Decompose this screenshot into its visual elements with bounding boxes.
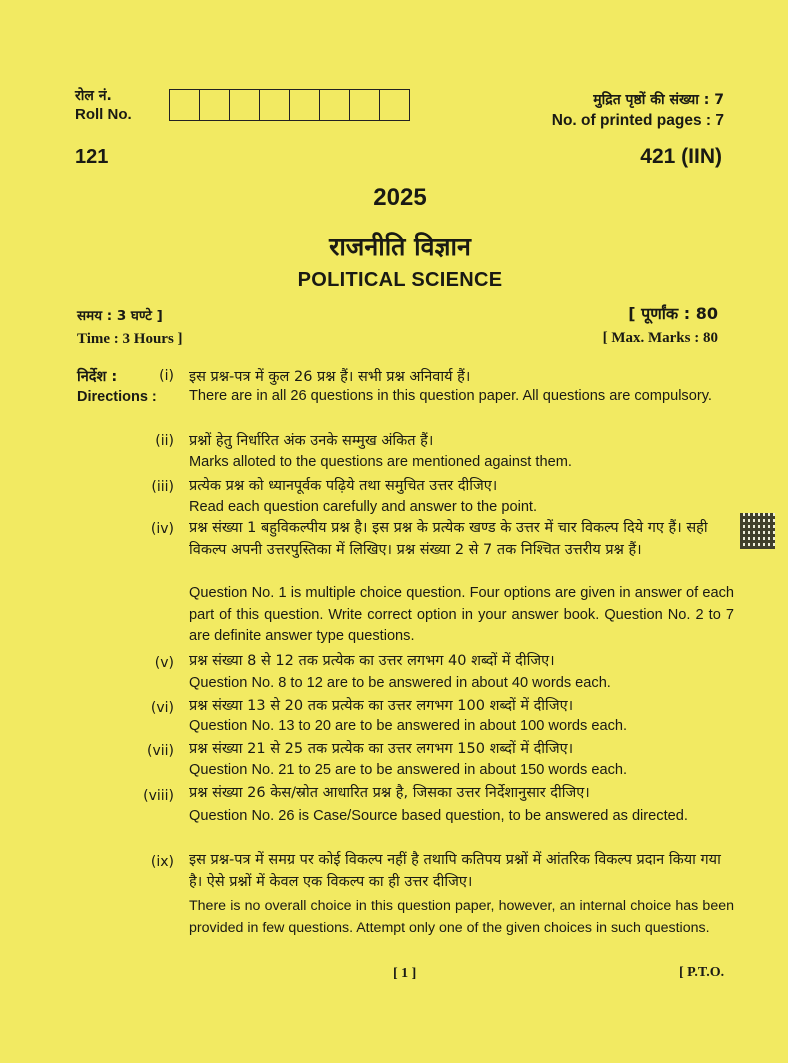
direction-number: (iii): [151, 479, 174, 495]
subject-title-hi: राजनीति विज्ञान: [329, 232, 471, 261]
printed-pages-en: No. of printed pages : 7: [551, 112, 724, 129]
direction-number: (viii): [143, 788, 174, 804]
time-en: Time : 3 Hours ]: [77, 331, 183, 347]
roll-number-boxes[interactable]: [169, 89, 410, 121]
direction-text-en: Question No. 1 is multiple choice question. Four options are given in answer of each part of this question. Write correct option in your answer book. Question No. 2 to 7 are definite answer type questions.: [189, 585, 734, 644]
direction-text-hi: प्रश्न संख्या 21 से 25 तक प्रत्येक का उत्तर लगभग 150 शब्दों में दीजिए।: [189, 741, 574, 757]
direction-number: (vi): [150, 700, 174, 716]
paper-code-left: 121: [75, 146, 109, 168]
roll-number-cell[interactable]: [320, 90, 350, 120]
direction-text-hi: प्रश्न संख्या 8 से 12 तक प्रत्येक का उत्तर लगभग 40 शब्दों में दीजिए।: [189, 653, 555, 669]
max-marks-hi: [ पूर्णांक : 80: [628, 304, 718, 323]
direction-text-en: There is no overall choice in this question paper, however, an internal choice has been provided in few questions. Attempt only one of the given choices in such questions.: [189, 898, 734, 936]
page-number: [ 1 ]: [393, 966, 417, 981]
roll-number-cell[interactable]: [170, 90, 200, 120]
direction-number: (vii): [147, 743, 174, 759]
direction-text-hi: प्रश्न संख्या 13 से 20 तक प्रत्येक का उत्तर लगभग 100 शब्दों में दीजिए।: [189, 698, 574, 714]
exam-year: 2025: [373, 184, 427, 211]
roll-number-cell[interactable]: [380, 90, 409, 120]
direction-text-en: Marks alloted to the questions are mentioned against them.: [189, 454, 572, 470]
direction-number: (ii): [155, 433, 174, 449]
subject-title-en: POLITICAL SCIENCE: [297, 269, 503, 291]
direction-text-en: Question No. 21 to 25 are to be answered in about 150 words each.: [189, 762, 628, 778]
direction-text-en: Question No. 26 is Case/Source based question, to be answered as directed.: [189, 808, 688, 824]
direction-number: (i): [159, 368, 174, 384]
roll-number-cell[interactable]: [260, 90, 290, 120]
directions-label-hi: निर्देश :: [77, 369, 118, 385]
direction-text-en: Question No. 8 to 12 are to be answered in about 40 words each.: [189, 675, 611, 691]
direction-text-en: Read each question carefully and answer to the point.: [189, 499, 538, 515]
roll-number-cell[interactable]: [290, 90, 320, 120]
direction-text-hi: प्रश्न संख्या 1 बहुविकल्पीय प्रश्न है। इस प्रश्न के प्रत्येक खण्ड के उत्तर में चार विकल्प दिये गए हैं। सही विकल्प अपनी उत्तरपुस्तिका में लिखिए। प्रश्न संख्या 2 से 7 तक निश्चित उत्तरीय प्रश्न हैं।: [189, 520, 708, 558]
direction-text-hi: प्रश्नों हेतु निर्धारित अंक उनके सम्मुख अंकित हैं।: [189, 433, 434, 449]
time-hi: समय : 3 घण्टे ]: [77, 308, 163, 324]
pto-label: [ P.T.O.: [679, 965, 725, 980]
max-marks-en: [ Max. Marks : 80: [602, 330, 718, 346]
direction-text-en: Question No. 13 to 20 are to be answered in about 100 words each.: [189, 718, 628, 734]
direction-number: (ix): [150, 854, 174, 870]
roll-label-hi: रोल नं.: [75, 88, 112, 104]
directions-label-en: Directions :: [77, 389, 157, 405]
direction-text-hi: इस प्रश्न-पत्र में कुल 26 प्रश्न हैं। सभी प्रश्न अनिवार्य हैं।: [189, 369, 471, 385]
paper-code-right: 421 (IIN): [640, 145, 722, 168]
roll-number-cell[interactable]: [230, 90, 260, 120]
printed-pages-hi: मुद्रित पृष्ठों की संख्या : 7: [593, 92, 724, 108]
direction-text-hi: प्रश्न संख्या 26 केस/स्रोत आधारित प्रश्न है, जिसका उत्तर निर्देशानुसार दीजिए।: [189, 785, 590, 801]
direction-number: (iv): [150, 521, 174, 537]
roll-number-cell[interactable]: [200, 90, 230, 120]
direction-number: (v): [154, 655, 174, 671]
qr-code-icon: [740, 513, 775, 549]
direction-text-hi: प्रत्येक प्रश्न को ध्यानपूर्वक पढ़िये तथा समुचित उत्तर दीजिए।: [189, 478, 498, 494]
direction-text-en: There are in all 26 questions in this question paper. All questions are compulsory.: [189, 388, 712, 404]
roll-number-cell[interactable]: [350, 90, 380, 120]
direction-text-hi: इस प्रश्न-पत्र में समग्र पर कोई विकल्प नहीं है तथापि कतिपय प्रश्नों में आंतरिक विकल्प प्रदान किया गया है। ऐसे प्रश्नों में केवल एक विकल्प का ही उत्तर दीजिए।: [189, 852, 721, 890]
roll-label-en: Roll No.: [75, 106, 132, 123]
